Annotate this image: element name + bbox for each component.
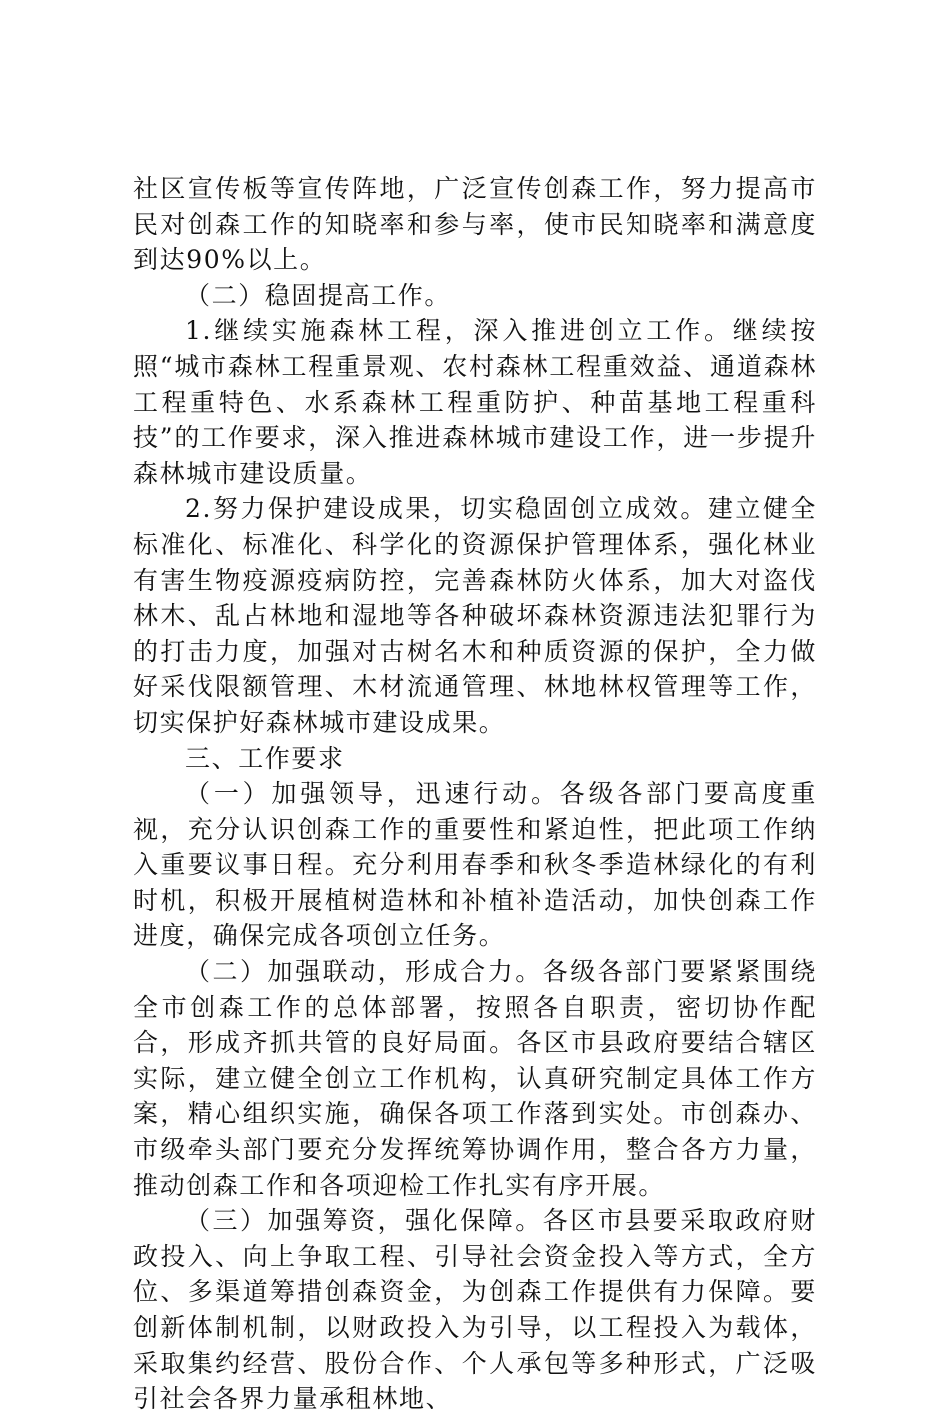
paragraph-item-2: 2.努力保护建设成果，切实稳固创立成效。建立健全标准化、标准化、科学化的资源保护管理体系，强化林业有害生物疫源疫病防控，完善森林防火体系，加大对盗伐林木、乱占林地和湿地等各种破坏森林资源违法犯罪行为的打击力度，加强对古树名木和种质资源的保护，全力做好采伐限额管理、木材流通管理、林地林权管理等工作，切实保护好森林城市建设成果。 xyxy=(133,494,817,737)
paragraph-requirement-3: （三）加强筹资，强化保障。各区市县要采取政府财政投入、向上争取工程、引导社会资金投入等方式，全方位、多渠道筹措创森资金，为创森工作提供有力保障。要创新体制机制，以财政投入为引导，以工程投入为载体，采取集约经营、股份合作、个人承包等多种形式，广泛吸引社会各界力量承租林地、 xyxy=(133,1206,817,1414)
paragraph-item-1: 1.继续实施森林工程，深入推进创立工作。继续按照“城市森林工程重景观、农村森林工程重效益、通道森林工程重特色、水系森林工程重防护、种苗基地工程重科技”的工作要求，深入推进森林城市建设工作，进一步提升森林城市建设质量。 xyxy=(133,316,817,488)
paragraph-requirement-2: （二）加强联动，形成合力。各级各部门要紧紧围绕全市创森工作的总体部署，按照各自职责，密切协作配合，形成齐抓共管的良好局面。各区市县政府要结合辖区实际，建立健全创立工作机构，认真研究制定具体工作方案，精心组织实施，确保各项工作落到实处。市创森办、市级牵头部门要充分发挥统筹协调作用，整合各方力量，推动创森工作和各项迎检工作扎实有序开展。 xyxy=(133,957,817,1200)
subheading-consolidate: （二）稳固提高工作。 xyxy=(185,280,452,310)
paragraph-requirement-1: （一）加强领导，迅速行动。各级各部门要高度重视，充分认识创森工作的重要性和紧迫性，把此项工作纳入重要议事日程。充分利用春季和秋冬季造林绿化的有利时机，积极开展植树造林和补植补造活动，加快创森工作进度，确保完成各项创立任务。 xyxy=(133,779,817,951)
document-body xyxy=(133,171,817,1417)
section-heading-requirements: 三、工作要求 xyxy=(185,743,345,773)
paragraph-continuation: 社区宣传板等宣传阵地，广泛宣传创森工作，努力提高市民对创森工作的知晓率和参与率，使市民知晓率和满意度到达90%以上。 xyxy=(133,174,817,275)
